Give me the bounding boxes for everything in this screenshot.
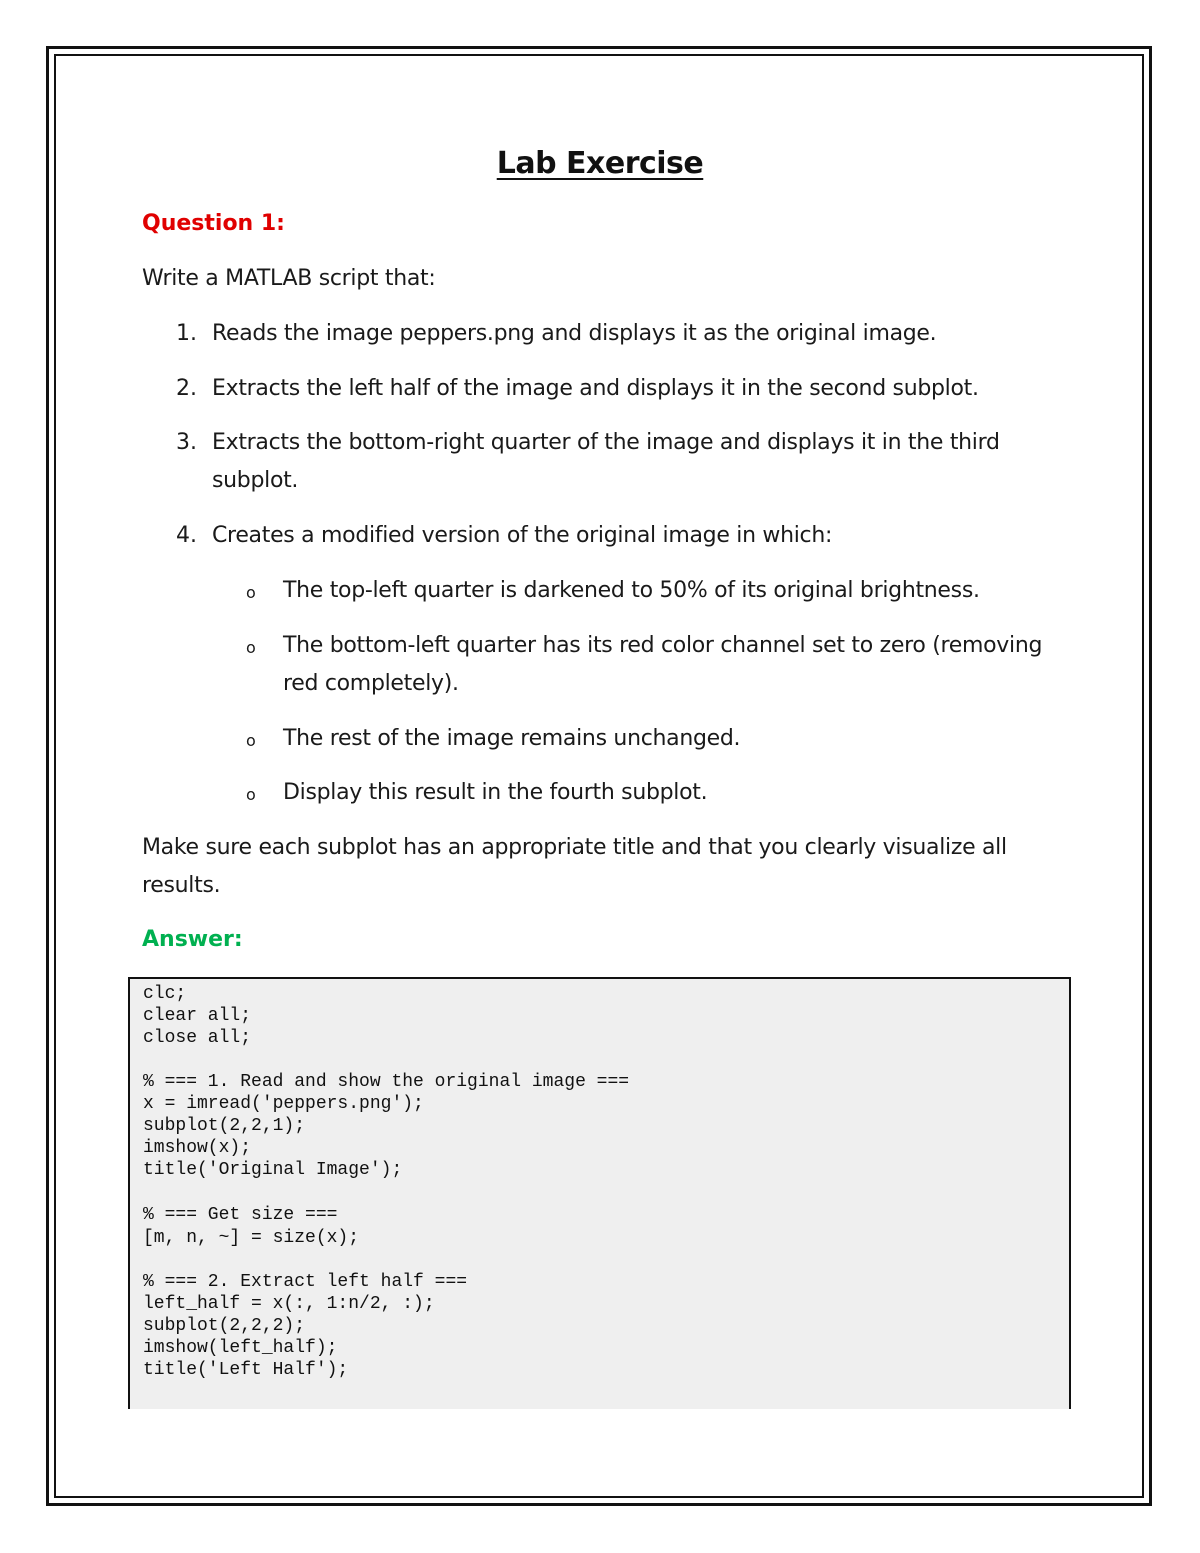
subitem-text: The bottom-left quarter has its red color channel set to zero (removing red completely). (283, 633, 1043, 696)
code-line: imshow(x); (143, 1138, 252, 1158)
code-block (128, 977, 1071, 1409)
code-line: subplot(2,2,2); (143, 1316, 306, 1336)
code-line: [m, n, ~] = size(x); (143, 1228, 360, 1248)
bullet-icon: o (246, 638, 256, 657)
code-line: clear all; (143, 1006, 252, 1026)
code-line: close all; (143, 1028, 252, 1048)
item-text: Reads the image peppers.png and displays it as the original image. (212, 321, 937, 346)
code-line: left_half = x(:, 1:n/2, :); (143, 1294, 435, 1314)
item-text: Creates a modified version of the original image in which: (212, 523, 833, 548)
code-line: x = imread('peppers.png'); (143, 1094, 424, 1114)
question-label: Question 1: (142, 211, 285, 236)
item-number: 1. (176, 321, 197, 346)
code-line: % === 2. Extract left half === (143, 1272, 468, 1292)
question-intro: Write a MATLAB script that: (142, 266, 436, 291)
subitem-text: The top-left quarter is darkened to 50% of its original brightness. (283, 578, 980, 603)
item-number: 2. (176, 376, 197, 401)
item-number: 3. (176, 430, 197, 455)
code-line: % === 1. Read and show the original image === (143, 1072, 630, 1092)
code-line: clc; (143, 984, 187, 1004)
item-number: 4. (176, 523, 197, 548)
subitem-text: The rest of the image remains unchanged. (283, 726, 741, 751)
bullet-icon: o (246, 785, 256, 804)
answer-label: Answer: (142, 927, 243, 952)
question-closing: Make sure each subplot has an appropriate title and that you clearly visualize all results. (142, 835, 1007, 898)
code-line: % === Get size === (143, 1205, 338, 1225)
item-text: Extracts the left half of the image and displays it in the second subplot. (212, 376, 979, 401)
bullet-icon: o (246, 583, 256, 602)
subitem-text: Display this result in the fourth subplot. (283, 780, 708, 805)
code-line: title('Original Image'); (143, 1160, 403, 1180)
code-line: subplot(2,2,1); (143, 1116, 306, 1136)
item-text: Extracts the bottom-right quarter of the image and displays it in the third subplot. (212, 430, 1000, 493)
page-title-text: Lab Exercise (496, 146, 704, 181)
code-line: imshow(left_half); (143, 1338, 338, 1358)
code-line: title('Left Half'); (143, 1360, 349, 1380)
bullet-icon: o (246, 731, 256, 750)
page-title (0, 146, 1200, 181)
